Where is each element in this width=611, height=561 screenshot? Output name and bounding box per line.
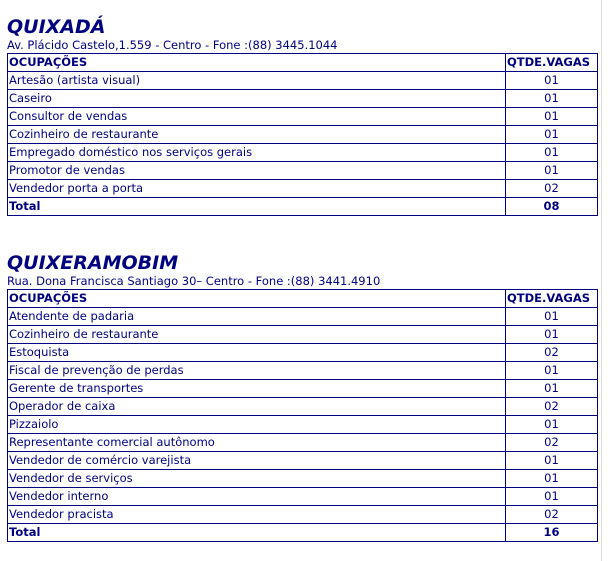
occupation-cell: Caseiro (8, 90, 506, 108)
qty-cell: 01 (506, 108, 598, 126)
qty-cell: 02 (506, 344, 598, 362)
table-row (8, 308, 598, 326)
qty-cell: 02 (506, 434, 598, 452)
total-qty: 16 (506, 524, 598, 542)
qty-cell: 01 (506, 308, 598, 326)
table-row (8, 162, 598, 180)
occupation-cell: Vendedor interno (8, 488, 506, 506)
city-title: QUIXERAMOBIM (7, 252, 179, 274)
qty-cell: 01 (506, 326, 598, 344)
total-qty: 08 (506, 198, 598, 216)
table-row (8, 326, 598, 344)
occupation-cell: Consultor de vendas (8, 108, 506, 126)
table-row (8, 488, 598, 506)
qty-cell: 02 (506, 506, 598, 524)
table-row (8, 452, 598, 470)
table-row (8, 506, 598, 524)
table-row (8, 416, 598, 434)
qty-cell: 01 (506, 488, 598, 506)
total-label: Total (8, 524, 506, 542)
qty-cell: 01 (506, 470, 598, 488)
occupation-cell: Artesão (artista visual) (8, 72, 506, 90)
qty-cell: 01 (506, 144, 598, 162)
occupation-cell: Atendente de padaria (8, 308, 506, 326)
occupation-cell: Vendedor porta a porta (8, 180, 506, 198)
table-total-row (8, 198, 598, 216)
table-row (8, 72, 598, 90)
vacancies-table (7, 53, 598, 216)
table-total-row (8, 524, 598, 542)
qty-cell: 01 (506, 90, 598, 108)
qty-cell: 02 (506, 180, 598, 198)
city-address: Av. Plácido Castelo,1.559 - Centro - Fone :(88) 3445.1044 (7, 38, 338, 52)
occupation-cell: Vendedor pracista (8, 506, 506, 524)
qty-cell: 02 (506, 398, 598, 416)
table-row (8, 344, 598, 362)
qty-cell: 01 (506, 416, 598, 434)
qty-header: QTDE.VAGAS (506, 54, 598, 72)
table-row (8, 144, 598, 162)
occupation-cell: Promotor de vendas (8, 162, 506, 180)
qty-cell: 01 (506, 362, 598, 380)
occupation-cell: Operador de caixa (8, 398, 506, 416)
occupation-cell: Fiscal de prevenção de perdas (8, 362, 506, 380)
total-label: Total (8, 198, 506, 216)
qty-cell: 01 (506, 126, 598, 144)
table-row (8, 398, 598, 416)
occupation-cell: Vendedor de serviços (8, 470, 506, 488)
table-row (8, 126, 598, 144)
table-row (8, 470, 598, 488)
occupation-cell: Gerente de transportes (8, 380, 506, 398)
qty-cell: 01 (506, 452, 598, 470)
occupation-cell: Empregado doméstico nos serviços gerais (8, 144, 506, 162)
occupation-cell: Vendedor de comércio varejista (8, 452, 506, 470)
qty-cell: 01 (506, 162, 598, 180)
occupation-cell: Cozinheiro de restaurante (8, 326, 506, 344)
table-header-row (8, 290, 598, 308)
section-quixeramobim (7, 252, 597, 542)
table-header-row (8, 54, 598, 72)
city-title: QUIXADÁ (7, 16, 106, 38)
occupation-header: OCUPAÇÕES (8, 290, 506, 308)
occupation-cell: Cozinheiro de restaurante (8, 126, 506, 144)
page-right-border (601, 0, 602, 561)
occupation-header: OCUPAÇÕES (8, 54, 506, 72)
qty-cell: 01 (506, 380, 598, 398)
table-row (8, 180, 598, 198)
city-address: Rua. Dona Francisca Santiago 30– Centro - Fone :(88) 3441.4910 (7, 274, 381, 288)
table-row (8, 362, 598, 380)
occupation-cell: Representante comercial autônomo (8, 434, 506, 452)
occupation-cell: Estoquista (8, 344, 506, 362)
section-quixada (7, 16, 597, 216)
table-row (8, 108, 598, 126)
occupation-cell: Pizzaiolo (8, 416, 506, 434)
qty-cell: 01 (506, 72, 598, 90)
table-row (8, 434, 598, 452)
table-row (8, 380, 598, 398)
qty-header: QTDE.VAGAS (506, 290, 598, 308)
vacancies-table (7, 289, 598, 542)
table-row (8, 90, 598, 108)
